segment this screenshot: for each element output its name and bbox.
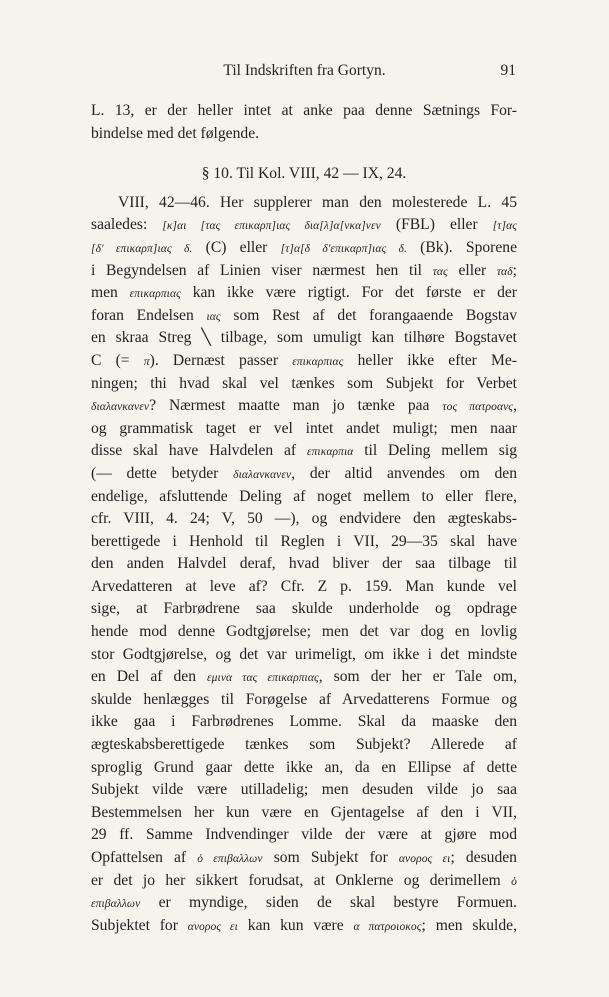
text-line: L. 13, er der heller intet at anke paa denne Sætnings For- [91, 102, 517, 119]
text-line: foran Endelsen ιας som Rest af det forangaaende Bogstav [91, 306, 517, 324]
text-line: ikke gaa i Farbrødrenes Lomme. Skal da maaske den [91, 713, 517, 731]
text-line: sige, at Farbrødrene saa skulde underholde og opdrage [91, 600, 517, 618]
text-line: [δ' επικαρπ]ιας δ. (C) eller [τ]α[δ δ'επικαρπ]ιας δ. (Bk). Sporene [91, 238, 517, 256]
text-line: den anden Halvdel deraf, hvad bliver der saa tilbage til [91, 555, 517, 573]
text-line: sproglig Grund gaar dette ikke an, da en Ellipse af dette [91, 758, 517, 776]
text-line: disse skal have Halvdelen af επικαρπια til Deling mellem sig [91, 442, 517, 460]
text-line: C (= π). Dernæst passer επικαρπιας heller ikke efter Me- [91, 351, 517, 369]
text-line: saaledes: [κ]αι [τας επικαρπ]ιας δια[λ]α[νκα]νεν (FBL) eller [τ]ας [91, 216, 517, 234]
section-heading: § 10. Til Kol. VIII, 42 — IX, 24. [201, 165, 407, 183]
text-line: hende mod denne Godtgjørelse; men det var dog en lovlig [91, 623, 517, 641]
text-line: διαλανκανεν? Nærmest maatte man jo tænke paa τος πατροανς, [91, 397, 517, 415]
running-title: Til Indskriften fra Gortyn. [223, 62, 386, 79]
text-line: cfr. VIII, 4. 24; V, 50 —), og endvidere den ægteskabs- [91, 510, 517, 528]
text-line: i Begyndelsen af Linien viser nærmest hen til τας eller ταδ; [91, 261, 517, 279]
text-line: επιβαλλων er myndige, siden de skal bestyre Formuen. [91, 894, 517, 912]
text-line: stor Godtgjørelse, og det var urimeligt, om ikke i det mindste [91, 645, 517, 663]
text-line: (— dette betyder διαλανκανεν, der altid anvendes om den [91, 464, 517, 482]
text-line: ningen; thi hvad skal vel tænkes som Subjekt for Verbet [91, 374, 517, 392]
text-line: Opfattelsen af ὁ επιβαλλων som Subjekt for ανορος ει; desuden [91, 849, 517, 866]
text-line: Subjektet for ανορος ει kan kun være α πατροιοκος; men skulde, [91, 916, 517, 934]
text-line: berettigede i Henhold til Reglen i VII, 29—35 skal have [91, 532, 517, 550]
text-line: skulde henlægges til Forøgelse af Arvedatterens Formue og [91, 690, 517, 708]
text-line: bindelse med det følgende. [91, 124, 260, 142]
text-line: 29 ff. Samme Indvendinger vilde der være at gjøre mod [91, 826, 517, 844]
text-line: en skraa Streg ╲ tilbage, som umuligt kan tilhøre Bogstavet [91, 329, 517, 347]
text-line: Bestemmelsen her kun være en Gjentagelse af den i VII, [91, 803, 517, 821]
text-line: og grammatisk taget er vel intet andet muligt; men naar [91, 419, 517, 437]
text-line: VIII, 42—46. Her supplerer man den molesterede L. 45 [118, 193, 517, 211]
text-line: en Del af den εμινα τας επικαρπιας, som der her er Tale om, [91, 668, 517, 686]
text-line: ægteskabsberettigede tænkes som Subjekt? Allerede af [91, 736, 517, 754]
text-line: endelige, afsluttende Deling af noget mellem to eller flere, [91, 487, 517, 505]
text-line: er det jo her sikkert forudsat, at Onklerne og derimellem ὁ [91, 871, 517, 889]
page-body [91, 100, 517, 937]
text-line: Arvedatteren at leve af? Cfr. Z p. 159. Man kunde vel [91, 577, 517, 595]
text-line: men επικαρπιας kan ikke være rigtigt. For det første er der [91, 284, 517, 302]
text-line: Subjekt vilde være utilladelig; men desuden vilde jo saa [91, 781, 517, 799]
page-number: 91 [500, 62, 516, 79]
running-header [0, 62, 609, 84]
